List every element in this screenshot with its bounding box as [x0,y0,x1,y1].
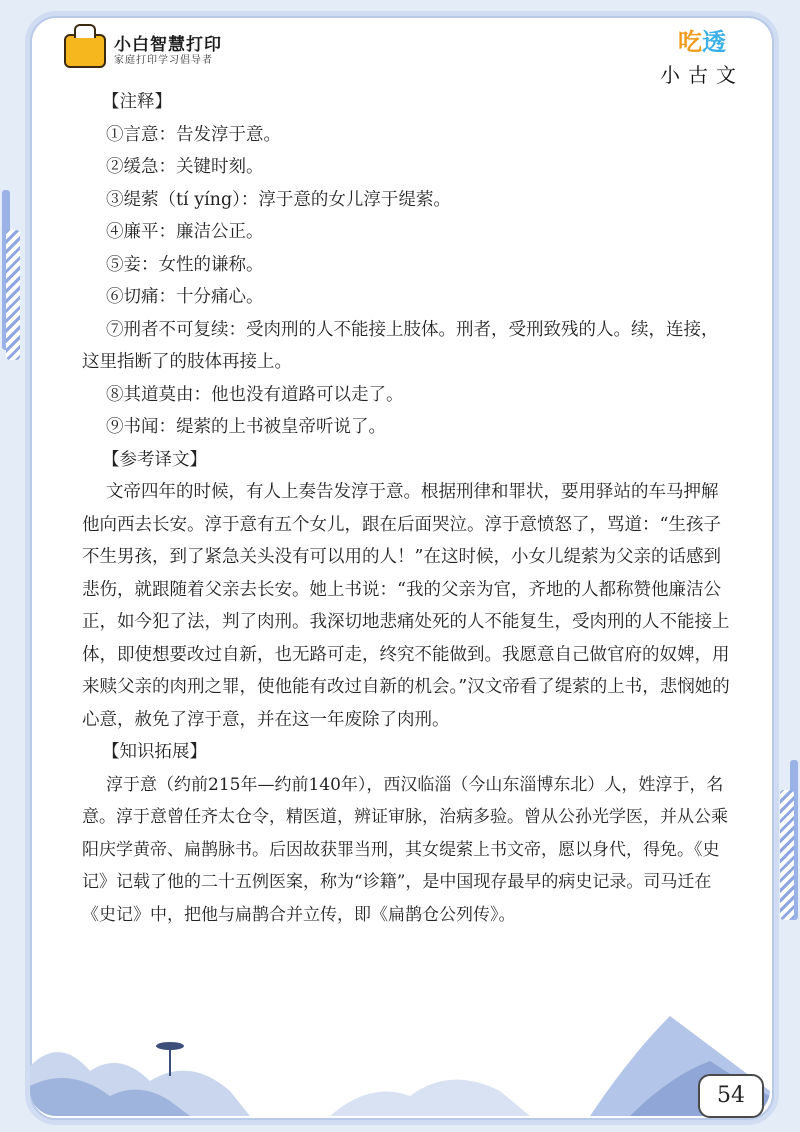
translation-text: 文帝四年的时候，有人上奏告发淳于意。根据刑律和罪状，要用驿站的车马押解他向西去长安。淳于意有五个女儿，跟在后面哭泣。淳于意愤怒了，骂道：“生孩子不生男孩，到了紧急关头没有可以用的人！”在这时候，小女儿缇萦为父亲的话感到悲伤，就跟随着父亲去长安。她上书说：“我的父亲为官，齐地的人都称赞他廉洁公正，如今犯了法，判了肉刑。我深切地悲痛处死的人不能复生，受肉刑的人不能接上体，即使想要改过自新，也无路可走，终究不能做到。我愿意自己做官府的奴婢，用来赎父亲的肉刑之罪，使他能有改过自新的机会。”汉文帝看了缇萦的上书，悲悯她的心意，赦免了淳于意，并在这一年废除了肉刑。 [82,482,730,730]
printer-mascot-icon [64,34,106,68]
note-item: ①言意：告发淳于意。 [106,124,281,145]
series-brand [660,22,744,88]
note-item: ④廉平：廉洁公正。 [106,222,264,242]
brand-char-through: 透 [702,28,726,56]
note-item: ⑥切痛：十分痛心。 [106,287,264,307]
page-number: 54 [698,1074,764,1118]
brand-subtitle: 小古文 [660,63,744,87]
brand-logo [64,34,222,68]
note-item: ③缇萦（tí yíng）：淳于意的女儿淳于缇萦。 [106,189,451,210]
note-item: ⑧其道莫由：他也没有道路可以走了。 [106,384,404,405]
note-item: ②缓急：关键时刻。 [106,157,264,177]
notes-heading: 【注释】 [102,92,172,112]
main-content [82,86,730,931]
logo-title: 小白智慧打印 [114,35,222,56]
knowledge-text: 淳于意（约前215年—约前140年），西汉临淄（今山东淄博东北）人，姓淳于，名意。淳于意曾任齐太仓令，精医道，辨证审脉，治病多验。曾从公孙光学医，并从公乘阳庆学黄帝、扁鹊脉书。后因故获罪当刑，其女缇萦上书文帝，愿以身代，得免。《史记》记载了他的二十五例医案，称为“诊籍”，是中国现存最早的病史记录。司马迁在《史记》中，把他与扁鹊合并立传，即《扁鹊仓公列传》。 [82,774,728,925]
knowledge-heading: 【知识拓展】 [102,742,207,762]
note-item: ⑨书闻：缇萦的上书被皇帝听说了。 [106,417,386,437]
mountain-landscape-decoration [30,996,770,1116]
note-item: ⑦刑者不可复续：受肉刑的人不能接上肢体。刑者，受刑致残的人。续，连接，这里指断了的肢体再接上。 [82,319,719,372]
mountain-illustration [30,996,770,1116]
logo-subtitle: 家庭打印学习倡导者 [114,54,213,66]
brand-char-eat: 吃 [678,28,702,56]
right-stripe-decoration [780,790,794,920]
note-item: ⑤妾：女性的谦称。 [106,254,264,275]
translation-heading: 【参考译文】 [102,449,207,470]
left-stripe-decoration [6,230,20,360]
